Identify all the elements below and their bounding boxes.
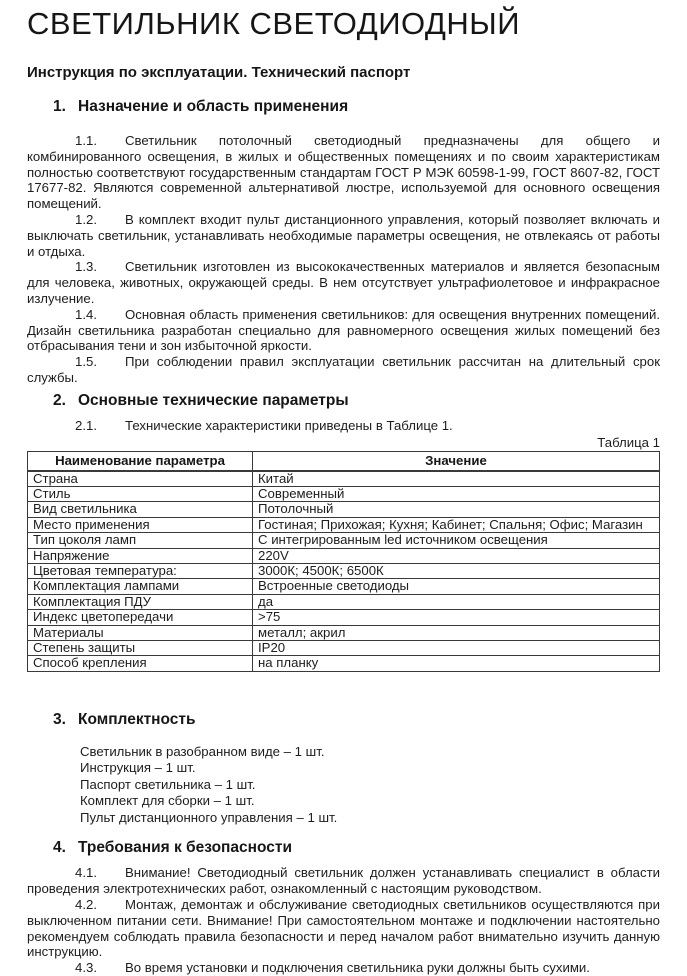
value-cell: Гостиная; Прихожая; Кухня; Кабинет; Спальня; Офис; Магазин <box>253 517 660 532</box>
parameter-cell: Вид светильника <box>28 502 253 517</box>
parameter-cell: Комплектация лампами <box>28 579 253 594</box>
value-cell: Китай <box>253 471 660 487</box>
section-1-heading <box>27 97 660 116</box>
section-3-heading <box>27 710 660 729</box>
table-caption: Таблица 1 <box>597 434 660 450</box>
parameter-cell: Стиль <box>28 486 253 501</box>
section-4-number: 4. <box>53 839 66 857</box>
table-row <box>28 594 660 609</box>
list-item: Паспорт светильника – 1 шт. <box>80 776 256 792</box>
parameter-cell: Цветовая температура: <box>28 563 253 578</box>
list-item: Пульт дистанционного управления – 1 шт. <box>80 809 338 825</box>
parameter-cell: Степень защиты <box>28 641 253 656</box>
section-2-heading <box>27 391 660 410</box>
paragraph-text: Технические характеристики приведены в Таблице 1. <box>125 417 453 433</box>
paragraph-text: В комплект входит пульт дистанционного управления, который позволяет включать и выключать светильник, устанавливать необходимые параметры освещения, не отвлекаясь от работы и отдыха. <box>27 211 660 259</box>
paragraph-number: 1.1. <box>75 133 97 148</box>
section-1-title: Назначение и область применения <box>78 98 349 115</box>
parameter-cell: Материалы <box>28 625 253 640</box>
value-cell: да <box>253 594 660 609</box>
parameter-cell: Способ крепления <box>28 656 253 671</box>
paragraph-number: 4.1. <box>75 865 97 881</box>
section-4-body <box>27 865 660 976</box>
paragraph-2-1 <box>27 418 660 434</box>
paragraph-text: Во время установки и подключения светильника руки должны быть сухими. <box>125 960 590 976</box>
value-cell: Современный <box>253 486 660 501</box>
parameter-cell: Комплектация ПДУ <box>28 594 253 609</box>
table-row <box>28 502 660 517</box>
table-header-row <box>28 451 660 471</box>
table-row <box>28 563 660 578</box>
parameter-cell: Страна <box>28 471 253 487</box>
paragraph-1-5 <box>27 354 660 386</box>
section-1-number: 1. <box>53 98 66 115</box>
document-title: СВЕТИЛЬНИК СВЕТОДИОДНЫЙ <box>27 6 521 41</box>
section-2-title: Основные технические параметры <box>78 391 349 409</box>
paragraph-1-3 <box>27 259 660 306</box>
kit-list <box>27 744 660 827</box>
parameter-cell: Место применения <box>28 517 253 532</box>
table-row <box>28 579 660 594</box>
table-row <box>28 548 660 563</box>
document-subtitle: Инструкция по эксплуатации. Технический паспорт <box>27 64 411 81</box>
section-3-number: 3. <box>53 710 66 728</box>
table-row <box>28 533 660 548</box>
value-cell: металл; акрил <box>253 625 660 640</box>
section-4-title: Требования к безопасности <box>78 839 293 857</box>
paragraph-number: 2.1. <box>75 417 97 433</box>
table-row <box>28 656 660 671</box>
value-cell: 3000К; 4500К; 6500К <box>253 563 660 578</box>
list-item: Светильник в разобранном виде – 1 шт. <box>80 743 325 759</box>
value-cell: >75 <box>253 610 660 625</box>
paragraph-number: 4.3. <box>75 960 97 976</box>
paragraph-text: Внимание! Светодиодный светильник должен устанавливать специалист в области проведения электротехнических работ, ознакомленный с настоящим руководством. <box>27 865 660 897</box>
document-page <box>27 6 660 976</box>
list-item: Инструкция – 1 шт. <box>80 760 196 776</box>
paragraph-text: Светильник потолочный светодиодный предназначены для общего и комбинированного освещения, в жилых и общественных помещениях и по своим характеристикам полностью соответствуют государственным стандартам ГОСТ Р МЭК 60598-1-99, ГОСТ 8607-82, ГОСТ 17677-82. Являются современной альтернативой люстре, используемой для основного освещения помещений. <box>27 133 660 212</box>
section-3-title: Комплектность <box>78 710 196 728</box>
paragraph-number: 1.2. <box>75 211 97 227</box>
paragraph-1-1 <box>27 133 660 212</box>
column-header-value: Значение <box>253 451 660 471</box>
paragraph-number: 4.2. <box>75 896 97 912</box>
section-2-number: 2. <box>53 391 66 409</box>
spec-table <box>27 451 660 672</box>
paragraph-1-4 <box>27 307 660 354</box>
paragraph-4-3 <box>27 960 660 976</box>
paragraph-text: При соблюдении правил эксплуатации светильник рассчитан на длительный срок службы. <box>27 354 660 385</box>
paragraph-1-2 <box>27 212 660 259</box>
table-row <box>28 625 660 640</box>
paragraph-4-2 <box>27 897 660 960</box>
paragraph-4-1 <box>27 865 660 897</box>
section-2-body <box>27 418 660 434</box>
section-1-body <box>27 133 660 386</box>
parameter-cell: Напряжение <box>28 548 253 563</box>
value-cell: Встроенные светодиоды <box>253 579 660 594</box>
value-cell: 220V <box>253 548 660 563</box>
paragraph-text: Монтаж, демонтаж и обслуживание светодиодных светильников осуществляются при выключенном питании сети. Внимание! При самостоятельном монтаже и подключении настоятельно рекомендуем соблюдать правила безопасности и перед началом работ внимательно изучить данную инструкцию. <box>27 896 660 960</box>
parameter-cell: Индекс цветопередачи <box>28 610 253 625</box>
list-item: Комплект для сборки – 1 шт. <box>80 793 255 809</box>
paragraph-text: Основная область применения светильников: для освещения внутренних помещений. Дизайн светильника разработан специально для равномерного освещения жилых помещений без отбрасывания тени и зон избыточной яркости. <box>27 306 660 354</box>
column-header-parameter: Наименование параметра <box>28 451 253 471</box>
table-row <box>28 471 660 487</box>
paragraph-text: Светильник изготовлен из высококачественных материалов и является безопасным для человека, животных, окружающей среды. В нем отсутствует ультрафиолетовое и инфракрасное излучение. <box>27 259 660 306</box>
paragraph-number: 1.5. <box>75 354 97 370</box>
value-cell: на планку <box>253 656 660 671</box>
table-row <box>28 517 660 532</box>
section-4-heading <box>27 838 660 857</box>
value-cell: IP20 <box>253 641 660 656</box>
table-row <box>28 641 660 656</box>
paragraph-number: 1.4. <box>75 306 97 322</box>
parameter-cell: Тип цоколя ламп <box>28 533 253 548</box>
table-row <box>28 486 660 501</box>
table-row <box>28 610 660 625</box>
value-cell: Потолочный <box>253 502 660 517</box>
paragraph-number: 1.3. <box>75 259 97 275</box>
value-cell: С интегрированным led источником освещения <box>253 533 660 548</box>
